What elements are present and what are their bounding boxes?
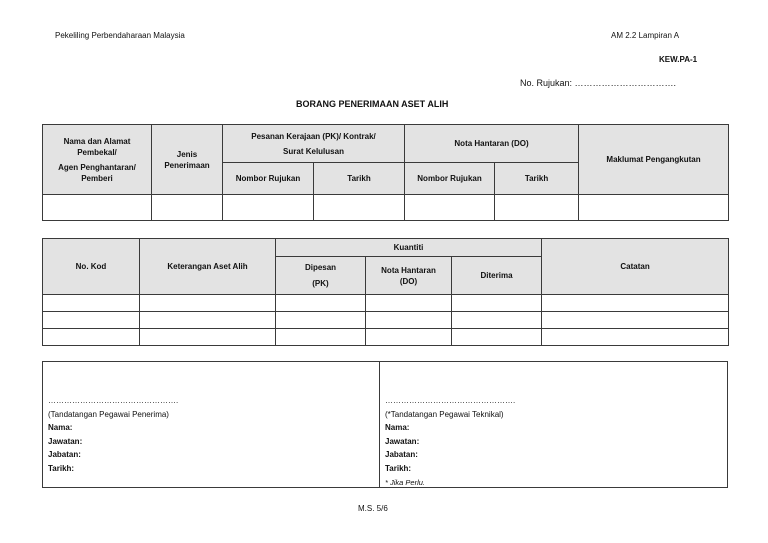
table-cell[interactable] bbox=[276, 329, 366, 346]
asset-items-table bbox=[42, 238, 729, 346]
table-cell[interactable] bbox=[405, 195, 495, 221]
table-cell[interactable] bbox=[542, 295, 729, 312]
remarks-header: Catatan bbox=[542, 239, 729, 295]
table-cell[interactable] bbox=[43, 312, 140, 329]
signature-line[interactable]: …………………………………………. bbox=[385, 396, 516, 405]
department-label: Jabatan: bbox=[48, 450, 81, 460]
reference-number: No. Rujukan: ……………………………. bbox=[520, 78, 677, 88]
receipt-details-table bbox=[42, 124, 729, 221]
signature-divider bbox=[379, 362, 380, 487]
name-label: Nama: bbox=[48, 423, 73, 433]
asset-description-header: Keterangan Aset Alih bbox=[140, 239, 276, 295]
page-number: M.S. 5/6 bbox=[358, 504, 388, 513]
table-cell[interactable] bbox=[579, 195, 729, 221]
receiving-officer-signature-block bbox=[48, 394, 178, 476]
supplier-header: Nama dan Alamat Pembekal/ Agen Penghantaran/ Pemberi bbox=[43, 125, 152, 195]
transport-info-header: Maklumat Pengangkutan bbox=[579, 125, 729, 195]
quantity-ordered-header: Dipesan (PK) bbox=[276, 257, 366, 295]
table-cell[interactable] bbox=[452, 312, 542, 329]
table-cell[interactable] bbox=[140, 295, 276, 312]
form-code: KEW.PA-1 bbox=[659, 55, 698, 64]
position-label: Jawatan: bbox=[385, 436, 420, 446]
form-title: BORANG PENERIMAAN ASET ALIH bbox=[296, 99, 449, 109]
government-order-header: Pesanan Kerajaan (PK)/ Kontrak/ Surat Kelulusan bbox=[223, 125, 405, 163]
position-label: Jawatan: bbox=[48, 436, 83, 446]
table-cell[interactable] bbox=[495, 195, 579, 221]
signature-section bbox=[42, 361, 728, 488]
date-label: Tarikh: bbox=[385, 463, 412, 473]
table-cell[interactable] bbox=[43, 295, 140, 312]
table-cell[interactable] bbox=[223, 195, 314, 221]
table-cell[interactable] bbox=[366, 312, 452, 329]
table-cell[interactable] bbox=[43, 329, 140, 346]
signature-line[interactable]: …………………………………………. bbox=[48, 396, 179, 405]
table-cell[interactable] bbox=[152, 195, 223, 221]
table-cell[interactable] bbox=[542, 312, 729, 329]
table-cell[interactable] bbox=[314, 195, 405, 221]
order-date-header: Tarikh bbox=[314, 163, 405, 195]
table-cell[interactable] bbox=[366, 329, 452, 346]
delivery-note-header: Nota Hantaran (DO) bbox=[405, 125, 579, 163]
signature-caption: (Tandatangan Pegawai Penerima) bbox=[48, 409, 169, 419]
table-cell[interactable] bbox=[366, 295, 452, 312]
table-cell[interactable] bbox=[140, 312, 276, 329]
asset-code-header: No. Kod bbox=[43, 239, 140, 295]
delivery-reference-number-header: Nombor Rujukan bbox=[405, 163, 495, 195]
table-cell[interactable] bbox=[452, 329, 542, 346]
footnote: * Jika Perlu. bbox=[385, 477, 426, 487]
signature-caption: (*Tandatangan Pegawai Teknikal) bbox=[385, 409, 504, 419]
department-label: Jabatan: bbox=[385, 450, 418, 460]
receipt-type-header: Jenis Penerimaan bbox=[152, 125, 223, 195]
quantity-header: Kuantiti bbox=[276, 239, 542, 257]
quantity-delivery-note-header: Nota Hantaran (DO) bbox=[366, 257, 452, 295]
table-cell[interactable] bbox=[140, 329, 276, 346]
technical-officer-signature-block bbox=[385, 394, 515, 489]
table-cell[interactable] bbox=[276, 312, 366, 329]
table-cell[interactable] bbox=[276, 295, 366, 312]
document-source: Pekeliling Perbendaharaan Malaysia bbox=[55, 31, 185, 40]
quantity-received-header: Diterima bbox=[452, 257, 542, 295]
table-cell[interactable] bbox=[452, 295, 542, 312]
table-cell[interactable] bbox=[542, 329, 729, 346]
table-cell[interactable] bbox=[43, 195, 152, 221]
name-label: Nama: bbox=[385, 423, 410, 433]
appendix-label: AM 2.2 Lampiran A bbox=[611, 31, 680, 40]
date-label: Tarikh: bbox=[48, 463, 75, 473]
order-reference-number-header: Nombor Rujukan bbox=[223, 163, 314, 195]
delivery-date-header: Tarikh bbox=[495, 163, 579, 195]
